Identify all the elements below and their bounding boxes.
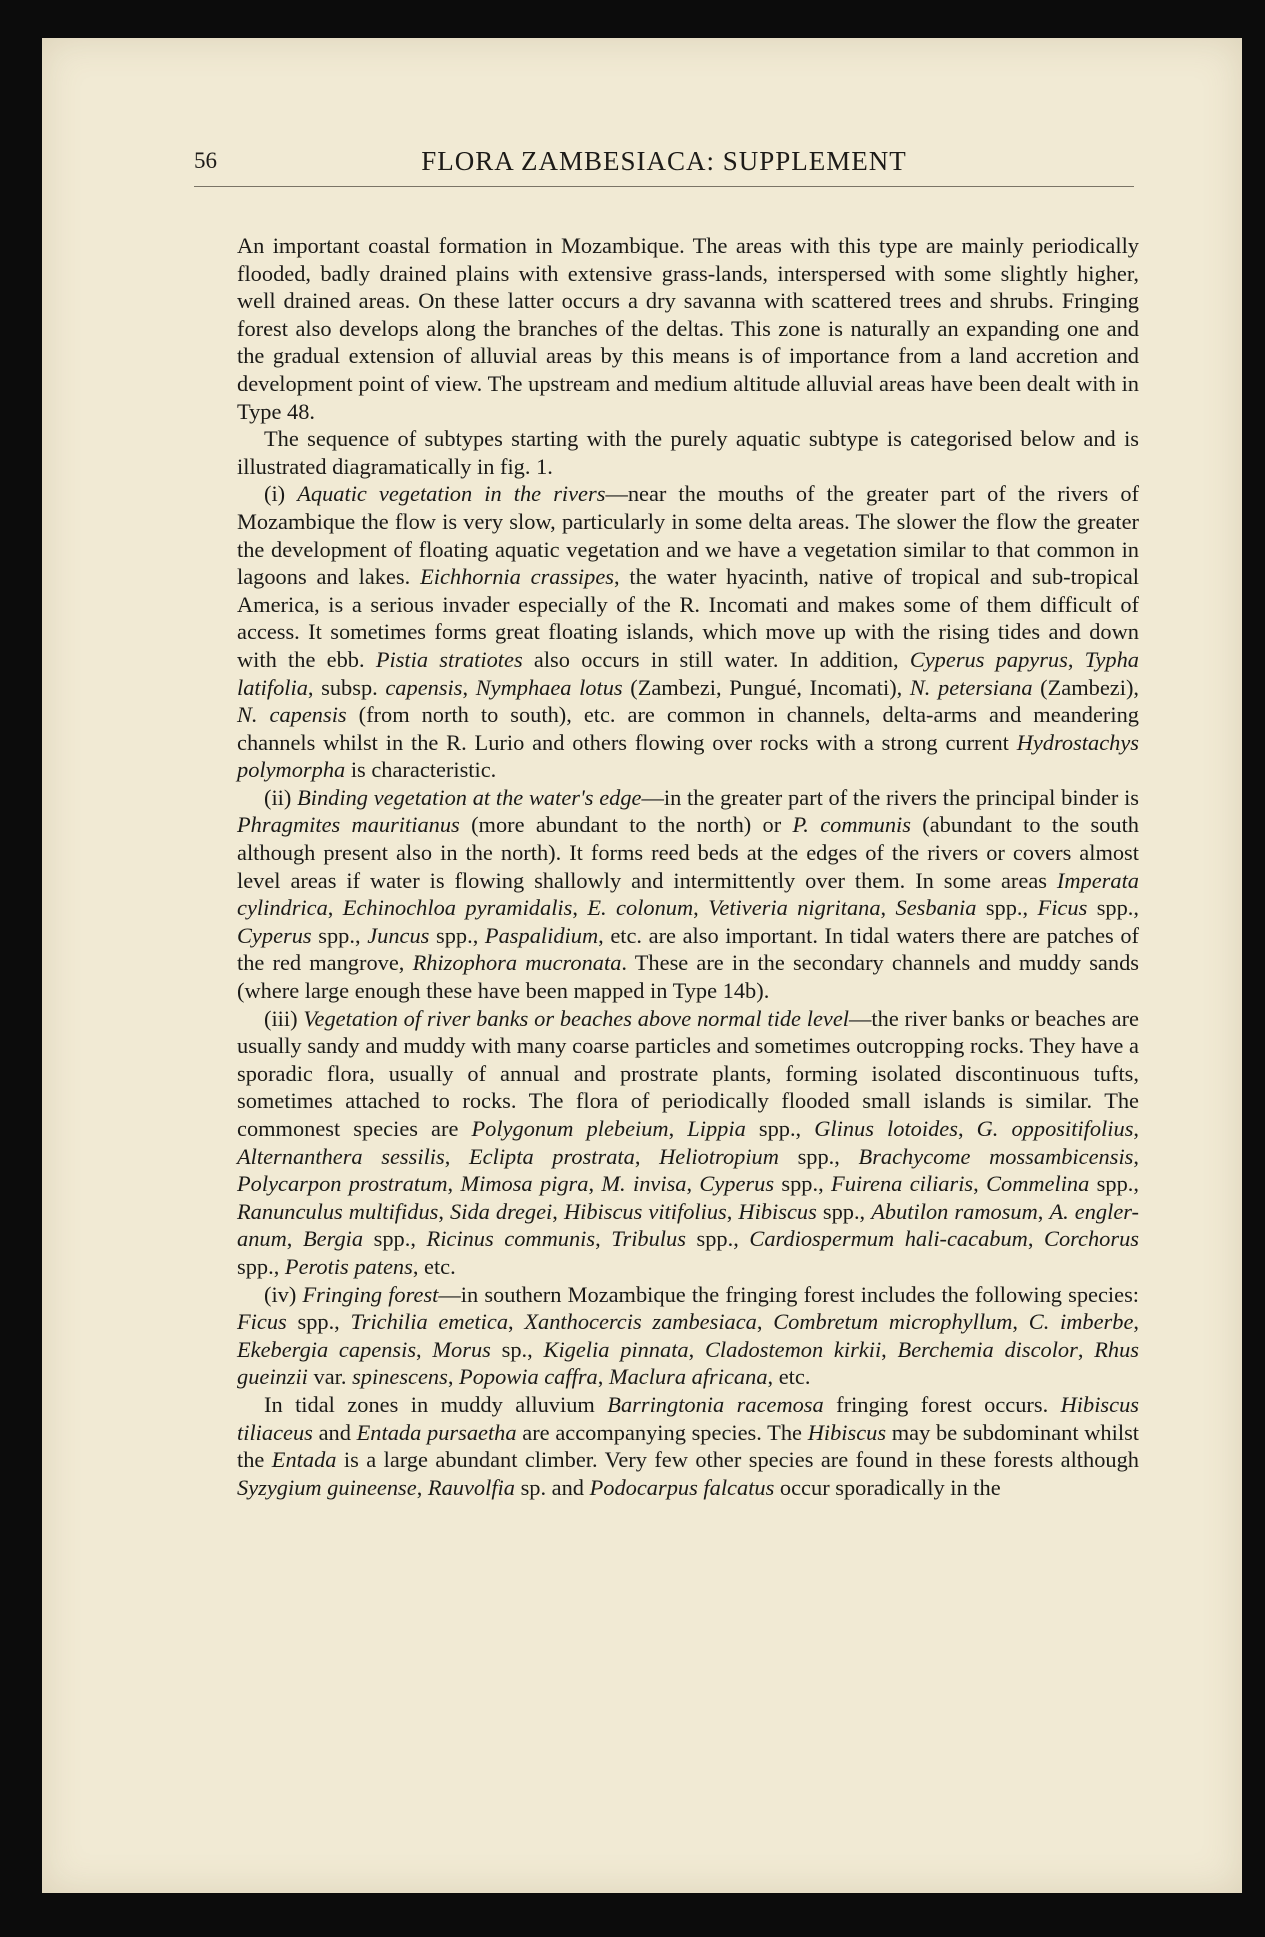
italic-text-run: Binding vegetation at the water's edge [297,784,642,810]
italic-text-run: Abutilon ramosum [871,1198,1038,1224]
italic-text-run: Morus [432,1336,491,1362]
italic-text-run: Typha latifolia [237,646,1139,700]
text-run: , [973,1171,987,1197]
page-number: 56 [194,148,217,173]
text-run: An important coastal formation in Mozambique. The areas with this type are mainly periodically flooded, badly drained plains with extensive grass-lands, interspersed with some slightly higher, well drained areas. On these latter occurs a dry savanna with scattered trees and shrubs. Fringing forest also develops along the branches of the deltas. This zone is naturally an expanding one and the gradual extension of alluvial areas by this means is of importance from a land accretion and development point of view. The upstream and medium altitude alluvial areas have been dealt with in Type 48. [237,233,1139,424]
italic-text-run: Eclipta prostrata [468,1143,635,1169]
text-run: , [416,1474,428,1500]
italic-text-run: Corchorus [1044,1226,1139,1252]
text-run: —near the mouths of the greater part of the rivers of Mozambique the flow is very slow, particularly in some delta areas. The slower the flow the greater the development of floating aquatic vegetation and we have a vegetation similar to that common in lagoons and lakes. [237,481,1139,590]
italic-text-run: Rhus gueinzii [237,1336,1139,1390]
italic-text-run: Commelina [986,1171,1090,1197]
text-run: occur sporadically in the [774,1474,1001,1500]
italic-text-run: Echinochloa pyramidalis [342,895,573,921]
italic-text-run: Lippia [687,1116,746,1141]
italic-text-run: Popowia caffra [459,1364,598,1390]
text-run: sp., [490,1336,544,1362]
running-title: FLORA ZAMBESIACA: SUPPLEMENT [421,146,907,176]
text-run: sp. and [514,1474,590,1500]
text-run: (more abundant to the north) or [459,812,793,838]
italic-text-run: Podocarpus falcatus [589,1474,775,1500]
text-run: , [686,1171,700,1197]
italic-text-run: Trichilia emetica [350,1309,509,1335]
text-run: , [957,1116,977,1141]
paragraph [237,480,1139,784]
italic-text-run: Fringing forest [302,1281,439,1307]
italic-text-run: Cyperus [699,1171,775,1197]
italic-text-run: G. oppositifolius [976,1116,1134,1141]
paragraph [237,1005,1139,1281]
text-run: (from north to south), etc. are common in channels, delta-arms and meandering channels whilst in the R. Lurio and others flowing over rocks with a strong current [237,702,1139,755]
paragraph [237,1391,1139,1501]
text-run: (i) [264,481,298,507]
italic-text-run: Barringtonia racemosa [607,1391,824,1417]
text-run: —in southern Mozambique the fringing forest includes the following species: [438,1281,1139,1307]
italic-text-run: Entada [271,1447,337,1473]
italic-text-run: Hibiscus [738,1198,817,1224]
text-run: , [880,895,896,921]
text-run: , [634,1143,660,1169]
text-run: , [508,1309,525,1335]
italic-text-run: Hibiscus tiliaceus [237,1391,1139,1445]
text-run: , [1133,1143,1139,1169]
text-run: The sequence of subtypes starting with the purely aquatic subtype is categorised below and is illustrated diagramatically in fig. 1. [237,426,1139,479]
italic-text-run: N. capensis [237,702,347,728]
italic-text-run: Aquatic vegetation in the rivers [297,481,606,507]
italic-text-run: Hibiscus vitifolius [563,1198,727,1224]
italic-text-run: Vegetation of river banks or beaches above normal tide level [303,1005,850,1031]
italic-text-run: Cardiospermum hali-cacabum [749,1226,1028,1252]
text-run: (Zambezi), [1032,674,1139,700]
italic-text-run: P. communis [792,812,911,838]
text-run: , [447,1364,460,1390]
italic-text-run: Juncus [367,922,430,948]
text-run: , the water hyacinth, native of tropical and sub-tropical America, is a serious invader especially of the R. Incomati and makes some of them difficult of access. It sometimes forms great floating islands, which move up with the rising tides and down with the ebb. [237,564,1139,672]
text-run: spp., [778,1143,859,1169]
text-run: , [1027,1226,1045,1252]
text-run: , [572,895,588,921]
italic-text-run: Sesbania [895,895,977,921]
italic-text-run: Ricinus communis [426,1226,596,1252]
text-run: , [552,1198,564,1224]
text-run: (Zambezi, Pungué, Incomati), [622,674,910,700]
text-run: spp., [237,1253,285,1279]
italic-text-run: Ficus [237,1309,287,1335]
text-run: , [693,895,709,921]
text-run: , [1067,646,1085,672]
text-run: may be subdominant whilst the [237,1419,1140,1473]
text-run: , [1077,1336,1095,1362]
text-run: spp., [363,1226,427,1252]
paragraph [237,232,1139,425]
text-run: spp., [685,1226,750,1252]
text-run: , [1133,1116,1140,1141]
italic-text-run: Glinus lotoides [814,1116,958,1141]
italic-text-run: Polygonum plebeium [471,1116,669,1141]
italic-text-run: Berchemia discolor [897,1336,1078,1362]
paragraph [237,1281,1139,1391]
italic-text-run: Xanthocercis zambesiaca [524,1309,757,1335]
text-run: , [595,1226,612,1252]
italic-text-run: A. engler-anum [237,1198,1139,1252]
text-run: spp., [311,922,368,948]
italic-text-run: Paspalidium [484,922,599,948]
italic-text-run: E. colonum [587,895,694,921]
text-run: and [312,1419,357,1445]
text-run: , [726,1198,739,1224]
italic-text-run: Rauvolfia [427,1474,515,1500]
text-run: (abundant to the south although present also in the north). It forms reed beds at the edges of the rivers or covers almost level areas if water is flowing shallowly and intermittently over them. In some areas [237,812,1139,893]
italic-text-run: Maclura africana [608,1364,768,1390]
body-text [237,232,1139,1501]
italic-text-run: Hibiscus [807,1419,887,1445]
text-run: , [668,1116,688,1141]
text-run: (ii) [264,784,298,810]
text-run: , [416,1336,433,1362]
text-run: var. [307,1364,353,1390]
text-run: , [327,895,343,921]
text-run: , [597,1364,609,1390]
text-run: , etc. [767,1364,811,1390]
text-run: is characteristic. [345,757,497,783]
text-run: —the river banks or beaches are usually sandy and muddy with many coarse particles and sometimes outcropping rocks. They have a sporadic flora, usually of annual and prostrate plants, forming isolated discontinuous tufts, sometimes attached to rocks. The flora of periodically flooded small islands is similar. The commonest species are [237,1005,1139,1141]
italic-text-run: M. invisa [601,1171,687,1197]
text-run: spp., [286,1309,351,1335]
text-run: is a large abundant climber. Very few other species are found in these forests although [336,1447,1139,1473]
text-run: . These are in the secondary channels and muddy sands (where large enough these have been mapped in Type 14b). [237,950,1139,1004]
italic-text-run: Fuirena ciliaris [831,1171,974,1197]
italic-text-run: Heliotropium [659,1143,779,1169]
paragraph [237,425,1139,480]
italic-text-run: Ranunculus multifidus [237,1198,439,1224]
text-run: , [438,1198,451,1224]
italic-text-run: Polycarpon prostratum [237,1171,448,1197]
text-run: , etc. [412,1253,456,1279]
italic-text-run: Tribulus [611,1226,686,1252]
italic-text-run: Eichhornia crassipes [420,564,614,590]
italic-text-run: capensis [385,674,463,700]
text-run: (iv) [264,1281,303,1307]
italic-text-run: Rhizophora mucronata [412,950,622,976]
text-run: spp., [816,1198,872,1224]
italic-text-run: Mimosa pigra [460,1171,589,1197]
text-run: fringing forest occurs. [823,1391,1061,1417]
italic-text-run: Cyperus [237,922,312,948]
text-run: spp., [429,922,485,948]
text-run: (iii) [264,1005,304,1031]
italic-text-run: Sida dregei [450,1198,553,1224]
text-run: spp., [774,1171,832,1197]
text-run: , etc. are also important. In tidal waters there are patches of the red mangrove, [237,922,1140,976]
text-run: , [462,674,476,700]
italic-text-run: Pistia stratiotes [375,646,523,672]
text-run: are accompanying species. The [516,1419,808,1445]
italic-text-run: spinescens [352,1364,448,1390]
italic-text-run: Ficus [1037,895,1088,921]
text-run: In tidal zones in muddy alluvium [264,1391,608,1417]
italic-text-run: Alternanthera sessilis [237,1143,445,1169]
italic-text-run: Nymphaea lotus [475,674,623,700]
text-run: , subsp. [307,674,386,700]
text-run: , [1133,1309,1140,1335]
italic-text-run: Phragmites mauritianus [237,812,460,838]
text-run: , [688,1336,705,1362]
text-run: spp., [1089,1171,1139,1197]
italic-text-run: Cyperus papyrus [909,646,1068,672]
italic-text-run: Ekebergia capensis [237,1336,417,1362]
text-run: , [881,1336,898,1362]
italic-text-run: Imperata cylindrica [237,867,1139,921]
italic-text-run: Syzygium guineense [237,1474,417,1500]
italic-text-run: Brachycome mossambicensis [858,1143,1134,1169]
italic-text-run: C. imberbe [1028,1309,1134,1335]
paragraph [237,784,1139,1005]
text-run: also occurs in still water. In addition, [522,646,910,672]
italic-text-run: Combretum microphyllum [773,1309,1013,1335]
italic-text-run: Perotis patens [284,1253,413,1279]
text-run: , [444,1143,469,1169]
text-run: spp., [745,1116,815,1141]
text-run: , [447,1171,461,1197]
italic-text-run: Entada pursaetha [356,1419,517,1445]
text-run: , [1012,1309,1029,1335]
text-run: spp., [976,895,1038,921]
italic-text-run: N. petersiana [909,674,1033,700]
italic-text-run: Bergia [302,1226,364,1252]
italic-text-run: Cladostemon kirkii [704,1336,882,1362]
italic-text-run: Kigelia pinnata [543,1336,689,1362]
italic-text-run: Vetiveria nigritana [708,895,881,921]
text-run: spp., [1087,895,1139,921]
text-run: , [756,1309,774,1335]
text-run: , [1037,1198,1050,1224]
text-run: , [286,1226,303,1252]
page-header [194,146,1134,187]
italic-text-run: Hydrostachys polymorpha [237,729,1139,783]
text-run: , [588,1171,602,1197]
text-run: —in the greater part of the rivers the principal binder is [641,784,1140,810]
